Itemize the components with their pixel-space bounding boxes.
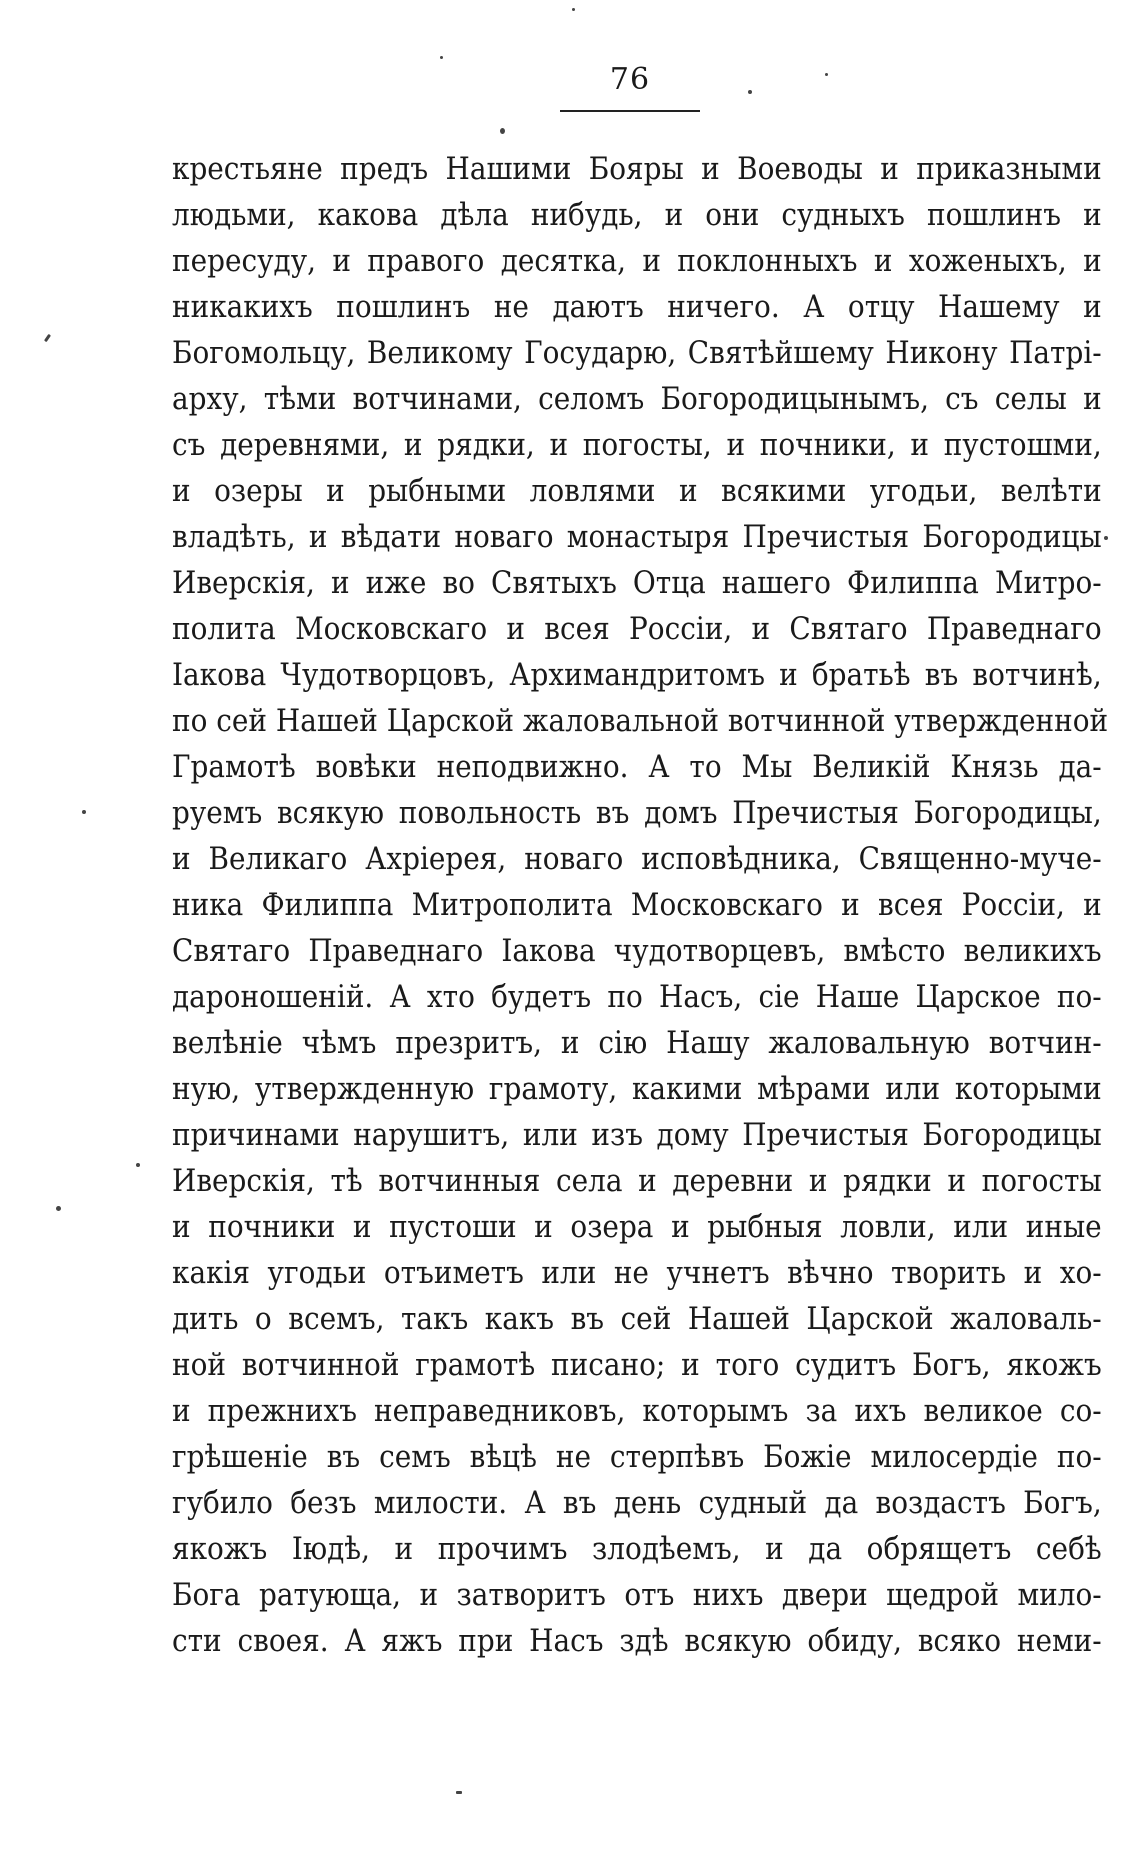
text-line: сти своея. А яжъ при Насъ здѣ всякую обиду, всяко неми-	[172, 1623, 1102, 1659]
text-line: грѣшеніе въ семъ вѣцѣ не стерпѣвъ Божіе милосердіе по-	[172, 1439, 1102, 1475]
scan-speck	[1104, 536, 1108, 540]
text-line: Бога ратующа, и затворитъ отъ нихъ двери щедрой мило-	[172, 1577, 1102, 1613]
text-line: Іакова Чудотворцовъ, Архимандритомъ и братьѣ въ вотчинѣ,	[172, 657, 1102, 693]
text-line: никакихъ пошлинъ не даютъ ничего. А отцу Нашему и	[172, 289, 1102, 325]
text-line: ную, утвержденную грамоту, какими мѣрами или которыми	[172, 1071, 1102, 1107]
scan-speck	[56, 1206, 61, 1211]
text-line: какія угодьи отъиметъ или не учнетъ вѣчно творить и хо-	[172, 1255, 1102, 1291]
text-line: пересуду, и правого десятка, и поклонныхъ и хоженыхъ, и	[172, 243, 1102, 279]
text-line: арху, тѣми вотчинами, селомъ Богородицынымъ, съ селы и	[172, 381, 1102, 417]
scan-speck	[136, 1163, 140, 1167]
text-line: и озеры и рыбными ловлями и всякими угодьи, велѣти	[172, 473, 1102, 509]
text-line: Грамотѣ вовѣки неподвижно. А то Мы Великій Князь да-	[172, 749, 1102, 785]
text-line: дить о всемъ, такъ какъ въ сей Нашей Царской жаловаль-	[172, 1301, 1102, 1337]
scan-speck	[440, 56, 443, 59]
text-line: по сей Нашей Царской жаловальной вотчинной утвержденной	[172, 703, 1109, 739]
text-line: Иверскія, и иже во Святыхъ Отца нашего Филиппа Митро-	[172, 565, 1102, 601]
text-line: ника Филиппа Митрополита Московскаго и всея Россіи, и	[172, 887, 1102, 923]
text-line: и прежнихъ неправедниковъ, которымъ за ихъ великое со-	[172, 1393, 1102, 1429]
text-line: причинами нарушитъ, или изъ дому Пречистыя Богородицы	[172, 1117, 1102, 1153]
text-line: дароношеній. А хто будетъ по Насъ, сіе Наше Царское по-	[172, 979, 1102, 1015]
text-line: руемъ всякую повольность въ домъ Пречистыя Богородицы,	[172, 795, 1102, 831]
text-line: Богомольцу, Великому Государю, Святѣйшему Никону Патрі-	[172, 335, 1102, 371]
scan-speck	[456, 1791, 462, 1794]
text-line: полита Московскаго и всея Россіи, и Святаго Праведнаго	[172, 611, 1102, 647]
text-line: владѣть, и вѣдати новаго монастыря Пречистыя Богородицы	[172, 519, 1102, 555]
text-line: губило безъ милости. А въ день судный да воздастъ Богъ,	[172, 1485, 1102, 1521]
scan-speck	[825, 73, 828, 76]
text-line: людьми, какова дѣла нибудь, и они судныхъ пошлинъ и	[172, 197, 1102, 233]
page-number: 76	[609, 62, 651, 97]
text-line: и Великаго Ахріерея, новаго исповѣдника, Священно-муче-	[172, 841, 1102, 877]
text-line: Иверскія, тѣ вотчинныя села и деревни и рядки и погосты	[172, 1163, 1102, 1199]
body-text	[172, 146, 1109, 1664]
scan-speck	[82, 810, 86, 814]
scan-speck	[44, 334, 51, 342]
text-line: крестьяне предъ Нашими Бояры и Воеводы и приказными	[172, 151, 1102, 187]
header-rule	[560, 110, 700, 112]
text-line: съ деревнями, и рядки, и погосты, и почники, и пустошми,	[172, 427, 1102, 463]
text-line: якожъ Іюдѣ, и прочимъ злодѣемъ, и да обрящетъ себѣ	[172, 1531, 1102, 1567]
text-line: Святаго Праведнаго Іакова чудотворцевъ, вмѣсто великихъ	[172, 933, 1102, 969]
text-line: и почники и пустоши и озера и рыбныя ловли, или иные	[172, 1209, 1102, 1245]
scan-speck	[748, 90, 752, 94]
text-line: велѣніе чѣмъ презритъ, и сію Нашу жаловальную вотчин-	[172, 1025, 1102, 1061]
scan-speck	[572, 8, 575, 11]
text-line: ной вотчинной грамотѣ писано; и того судитъ Богъ, якожъ	[172, 1347, 1102, 1383]
scan-speck	[500, 128, 505, 134]
